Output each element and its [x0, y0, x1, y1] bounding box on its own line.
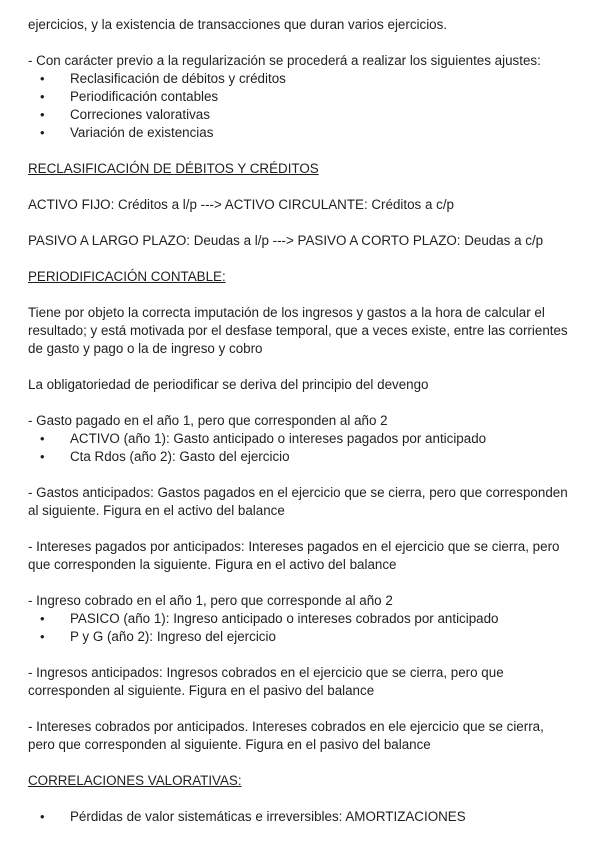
list-item	[40, 808, 466, 826]
list-item-text: Variación de existencias	[70, 125, 214, 140]
list-item	[40, 628, 276, 646]
list-item-text: Cta Rdos (año 2): Gasto del ejercicio	[70, 449, 290, 464]
bullet-icon: •	[40, 107, 45, 122]
list-item-text: PASICO (año 1): Ingreso anticipado o intereses cobrados por anticipado	[70, 611, 499, 626]
bullet-icon: •	[40, 71, 45, 86]
bullet-icon: •	[40, 89, 45, 104]
list-item-text: ACTIVO (año 1): Gasto anticipado o intereses pagados por anticipado	[70, 431, 487, 446]
reclass-heading: RECLASIFICACIÓN DE DÉBITOS Y CRÉDITOS	[28, 161, 319, 176]
list-item-text: Periodificación contables	[70, 89, 219, 104]
ingreso-intro-text: - Ingreso cobrado en el año 1, pero que corresponde al año 2	[28, 593, 393, 608]
list-item-text: P y G (año 2): Ingreso del ejercicio	[70, 629, 276, 644]
bullet-icon: •	[40, 125, 45, 140]
period-paragraph-1: Tiene por objeto la correcta imputación de los ingresos y gastos a la hora de calcular el resultado; y está motivada por el desfase temporal, que a veces existe, entre las corrientes de gasto y pago o la de ingreso y cobro	[28, 305, 568, 356]
period-heading: PERIODIFICACIÓN CONTABLE:	[28, 269, 226, 284]
bullet-icon: •	[40, 809, 45, 824]
bullet-icon: •	[40, 611, 45, 626]
bullet-icon: •	[40, 449, 45, 464]
list-item-text: Correciones valorativas	[70, 107, 210, 122]
intro-tail-text: ejercicios, y la existencia de transacciones que duran varios ejercicios.	[28, 17, 448, 32]
correlaciones-heading: CORRELACIONES VALORATIVAS:	[28, 773, 242, 788]
period-paragraph-2: La obligatoriedad de periodificar se deriva del principio del devengo	[28, 377, 429, 392]
bullet-icon: •	[40, 431, 45, 446]
list-item	[40, 88, 218, 106]
bullet-icon: •	[40, 629, 45, 644]
intereses-pagados-text: - Intereses pagados por anticipados: Intereses pagados en el ejercicio que se cierra, pero que corresponden la siguiente. Figura en el activo del balance	[28, 539, 560, 572]
ingresos-anticipados-text: - Ingresos anticipados: Ingresos cobrados en el ejercicio que se cierra, pero que corresponden al siguiente. Figura en el pasivo del balance	[28, 665, 504, 698]
list-item-text: Reclasificación de débitos y créditos	[70, 71, 286, 86]
list-item	[40, 610, 499, 628]
list-item	[40, 448, 290, 466]
gastos-anticipados-text: - Gastos anticipados: Gastos pagados en el ejercicio que se cierra, pero que corresponden al siguiente. Figura en el activo del balance	[28, 485, 568, 518]
gasto-intro-text: - Gasto pagado en el año 1, pero que corresponden al año 2	[28, 413, 388, 428]
list-item	[40, 124, 213, 142]
reclass-line-1: ACTIVO FIJO: Créditos a l/p ---> ACTIVO CIRCULANTE: Créditos a c/p	[28, 197, 454, 212]
intereses-cobrados-text: - Intereses cobrados por anticipados. Intereses cobrados en ele ejercicio que se cierra, pero que corresponden al siguiente. Figura en el pasivo del balance	[28, 719, 544, 752]
list-item	[40, 430, 486, 448]
adjust-intro-text: - Con carácter previo a la regularización se procederá a realizar los siguientes ajustes:	[28, 53, 541, 68]
list-item-text: Pérdidas de valor sistemáticas e irreversibles: AMORTIZACIONES	[70, 809, 466, 824]
reclass-line-2: PASIVO A LARGO PLAZO: Deudas a l/p ---> PASIVO A CORTO PLAZO: Deudas a c/p	[28, 233, 544, 248]
list-item	[40, 106, 210, 124]
list-item	[40, 70, 286, 88]
